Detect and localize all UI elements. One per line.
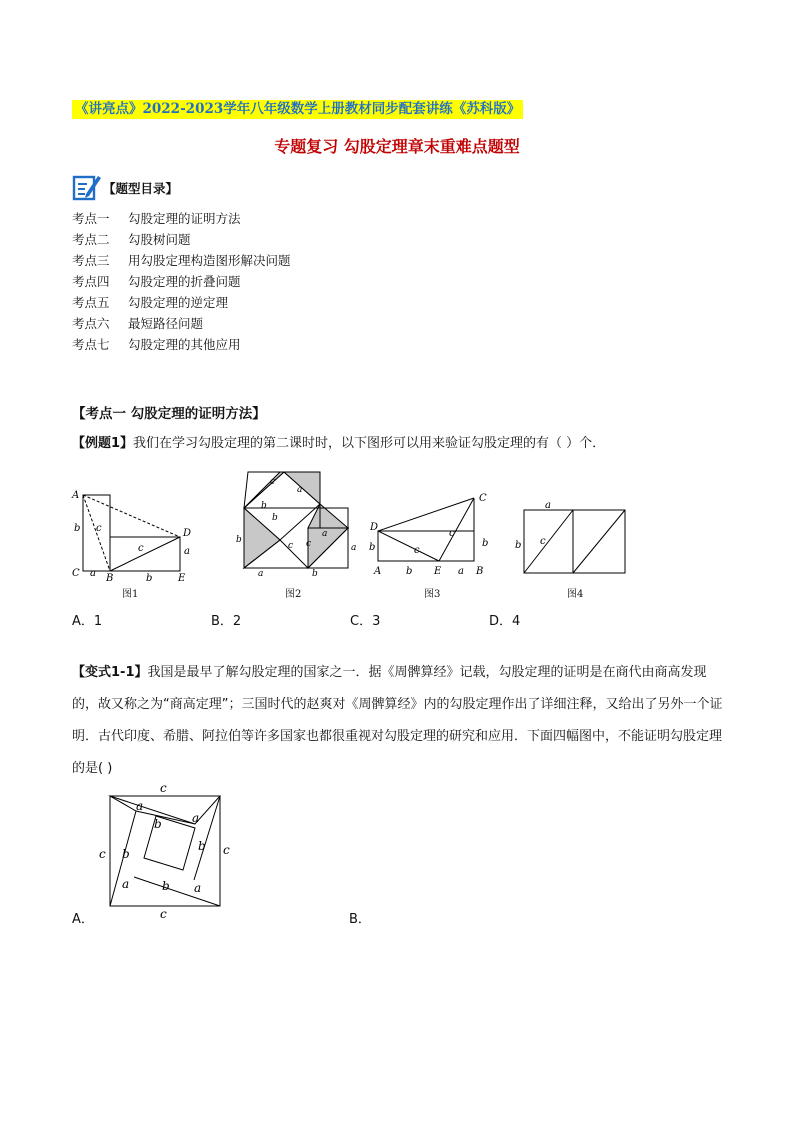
figure-caption: 图1 (122, 589, 139, 600)
label-b: b (312, 569, 318, 579)
toc-item (72, 271, 291, 292)
figure-2 (232, 468, 362, 583)
option-b[interactable]: B．2 (211, 614, 242, 629)
option-c[interactable]: C．3 (350, 614, 381, 629)
example-question (72, 428, 732, 460)
example-options (72, 610, 628, 629)
label-a: a (122, 877, 130, 891)
label-c: c (414, 545, 420, 556)
label-a: a (90, 568, 96, 579)
label-C: C (72, 568, 80, 579)
section-heading: 【考点一 勾股定理的证明方法】 (72, 406, 266, 422)
variant-question (72, 657, 726, 785)
label-b: b (154, 817, 162, 831)
toc-key: 考点一 (72, 211, 110, 226)
label-a: a (458, 566, 464, 577)
toc-item (72, 250, 291, 271)
label-a: a (545, 500, 551, 511)
variant-figure-a (90, 780, 240, 922)
label-c: c (138, 543, 144, 554)
label-a: a (322, 529, 328, 539)
label-b: b (369, 542, 376, 553)
page-title: 专题复习 勾股定理章末重难点题型 (274, 137, 520, 156)
label-a: a (136, 799, 144, 813)
label-E: E (434, 566, 442, 577)
label-a: a (192, 811, 200, 825)
label-b: b (482, 538, 489, 549)
label-b: b (261, 501, 267, 511)
figure-1 (66, 488, 206, 598)
label-c: c (288, 541, 294, 551)
toc-key: 考点七 (72, 337, 110, 352)
figure-3 (366, 488, 500, 583)
example-text: 我们在学习勾股定理的第二课时时，以下图形可以用来验证勾股定理的有（ ）个． (133, 436, 606, 451)
label-a: a (184, 546, 190, 557)
figure-caption: 图4 (567, 589, 584, 600)
figure-caption: 图2 (285, 589, 302, 600)
label-a: a (194, 881, 202, 895)
toc-item (72, 334, 291, 355)
label-b: b (406, 566, 413, 577)
toc-label: 勾股定理的证明方法 (128, 211, 241, 226)
toc-key: 考点三 (72, 253, 110, 268)
series-banner: 《讲亮点》2022-2023学年八年级数学上册教材同步配套讲练《苏科版》 (72, 100, 523, 119)
label-B: B (476, 566, 484, 577)
label-c: c (270, 477, 276, 487)
toc-label: 勾股定理的逆定理 (128, 295, 229, 310)
label-c: c (96, 523, 102, 534)
label-b: b (515, 540, 522, 551)
option-d[interactable]: D．4 (489, 614, 521, 629)
toc-heading: 【题型目录】 (103, 181, 179, 196)
label-D: D (183, 528, 192, 539)
label-b: b (236, 535, 242, 545)
label-a: a (351, 543, 357, 553)
toc-item (72, 208, 291, 229)
label-c: c (160, 907, 167, 921)
label-a: a (258, 569, 264, 579)
toc-list (72, 208, 291, 355)
label-c: c (540, 536, 546, 547)
variant-text: 我国是最早了解勾股定理的国家之一．据《周髀算经》记载，勾股定理的证明是在商代由商高发现的，故又称之为“商高定理”；三国时代的赵爽对《周髀算经》内的勾股定理作出了详细注释，又给出了另外一个证明．古代印度、希腊、阿拉伯等许多国家也都很重视对勾股定理的研究和应用．下面四幅图中，不能证明勾股定理的是( ) (72, 665, 723, 776)
toc-key: 考点五 (72, 295, 110, 310)
label-b: b (272, 513, 278, 523)
label-b: b (162, 879, 170, 893)
figure-4 (510, 496, 630, 578)
label-B: B (106, 573, 114, 584)
toc-label: 勾股定理的折叠问题 (128, 274, 241, 289)
option-b[interactable]: B． (349, 912, 371, 927)
label-c: c (223, 843, 230, 857)
label-a: a (297, 485, 303, 495)
label-D: D (370, 522, 379, 533)
variant-tag: 【变式1-1】 (72, 665, 148, 680)
option-a[interactable]: A．1 (72, 614, 103, 629)
toc-label: 最短路径问题 (128, 316, 204, 331)
toc-label: 用勾股定理构造图形解决问题 (128, 253, 291, 268)
example-tag: 【例题1】 (72, 436, 134, 451)
label-b: b (74, 523, 81, 534)
label-b: b (122, 847, 130, 861)
toc-item (72, 313, 291, 334)
toc-label: 勾股定理的其他应用 (128, 337, 241, 352)
label-c: c (99, 847, 106, 861)
figure-caption: 图3 (424, 589, 441, 600)
toc-key: 考点四 (72, 274, 110, 289)
notebook-pencil-icon (72, 172, 102, 202)
label-c: c (306, 539, 312, 549)
toc-item (72, 292, 291, 313)
toc-label: 勾股树问题 (128, 232, 191, 247)
label-c: c (160, 781, 167, 795)
toc-key: 考点六 (72, 316, 110, 331)
label-c: c (449, 528, 455, 539)
label-A: A (72, 490, 80, 501)
label-A: A (374, 566, 382, 577)
option-a[interactable]: A． (72, 912, 94, 927)
label-b: b (146, 573, 153, 584)
label-b: b (198, 839, 206, 853)
label-E: E (178, 573, 186, 584)
label-C: C (479, 493, 487, 504)
toc-key: 考点二 (72, 232, 110, 247)
toc-item (72, 229, 291, 250)
